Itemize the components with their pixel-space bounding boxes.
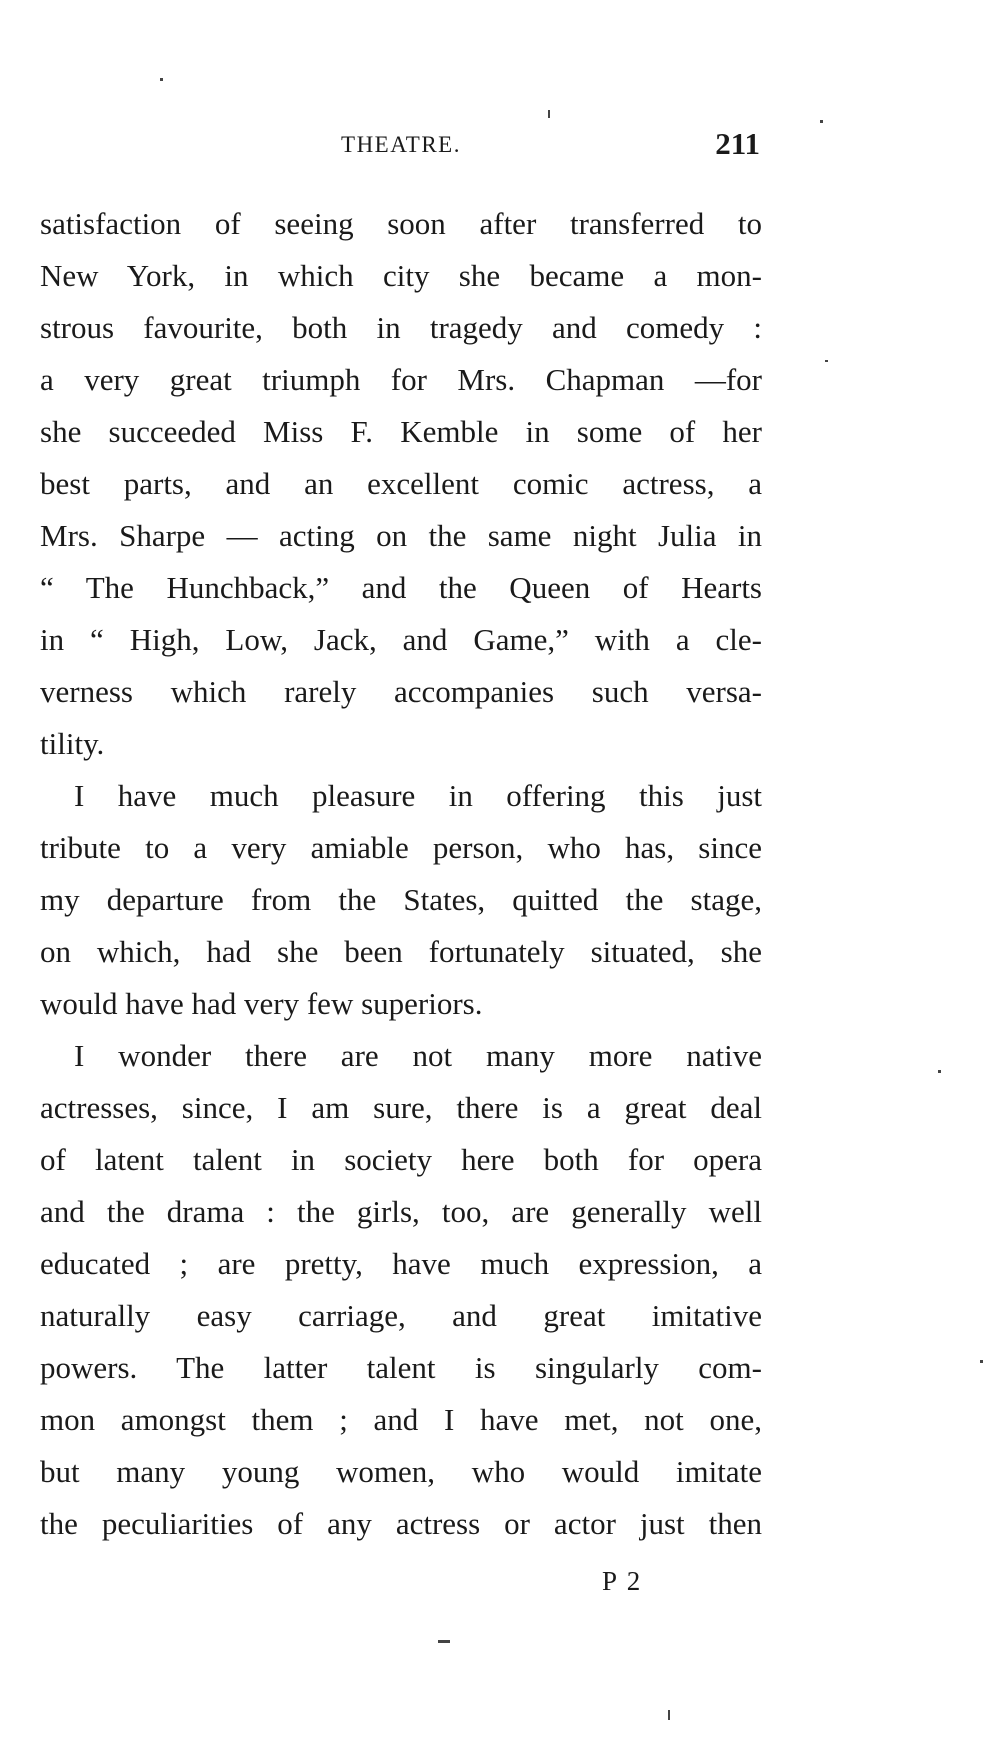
- paragraph-2: [40, 770, 762, 1030]
- text-line: mon amongst them ; and I have met, not one,: [40, 1402, 762, 1437]
- text-line: would have had very few superiors.: [40, 986, 483, 1021]
- text-line: tribute to a very amiable person, who has, since: [40, 830, 762, 865]
- running-head: [40, 126, 762, 166]
- text-line: the peculiarities of any actress or actor just then: [40, 1506, 762, 1541]
- text-line: verness which rarely accompanies such versa-: [40, 674, 762, 709]
- text-line: my departure from the States, quitted the stage,: [40, 882, 762, 917]
- text-line: in “ High, Low, Jack, and Game,” with a cle-: [40, 622, 762, 657]
- paper-speck: [438, 1640, 450, 1643]
- text-line: strous favourite, both in tragedy and comedy :: [40, 310, 762, 345]
- body-text: [40, 198, 762, 1550]
- text-line: “ The Hunchback,” and the Queen of Hearts: [40, 570, 762, 605]
- paper-speck: [668, 1710, 670, 1720]
- text-line: tility.: [40, 726, 105, 761]
- text-line: of latent talent in society here both for opera: [40, 1142, 762, 1177]
- paper-speck: [938, 1070, 941, 1073]
- paper-speck: [820, 120, 823, 123]
- paper-speck: [825, 360, 828, 362]
- page-number: 211: [715, 126, 760, 161]
- text-line: satisfaction of seeing soon after transferred to: [40, 206, 762, 241]
- text-line: naturally easy carriage, and great imitative: [40, 1298, 762, 1333]
- text-line: I have much pleasure in offering this just: [74, 778, 762, 813]
- running-title: THEATRE.: [341, 132, 461, 157]
- text-line: best parts, and an excellent comic actress, a: [40, 466, 762, 501]
- paper-speck: [548, 110, 550, 118]
- text-line: and the drama : the girls, too, are generally well: [40, 1194, 762, 1229]
- text-line: actresses, since, I am sure, there is a great deal: [40, 1090, 762, 1125]
- text-line: Mrs. Sharpe — acting on the same night Julia in: [40, 518, 762, 553]
- text-line: but many young women, who would imitate: [40, 1454, 762, 1489]
- paper-speck: [980, 1360, 983, 1363]
- text-line: she succeeded Miss F. Kemble in some of her: [40, 414, 762, 449]
- text-line: a very great triumph for Mrs. Chapman —for: [40, 362, 762, 397]
- text-line: New York, in which city she became a mon-: [40, 258, 762, 293]
- text-line: on which, had she been fortunately situated, she: [40, 934, 762, 969]
- paragraph-1: [40, 198, 762, 770]
- text-line: powers. The latter talent is singularly com-: [40, 1350, 762, 1385]
- signature-mark: P 2: [602, 1566, 643, 1596]
- text-line: educated ; are pretty, have much expression, a: [40, 1246, 762, 1281]
- paragraph-3: [40, 1030, 762, 1550]
- paper-speck: [160, 78, 163, 81]
- text-line: I wonder there are not many more native: [74, 1038, 762, 1073]
